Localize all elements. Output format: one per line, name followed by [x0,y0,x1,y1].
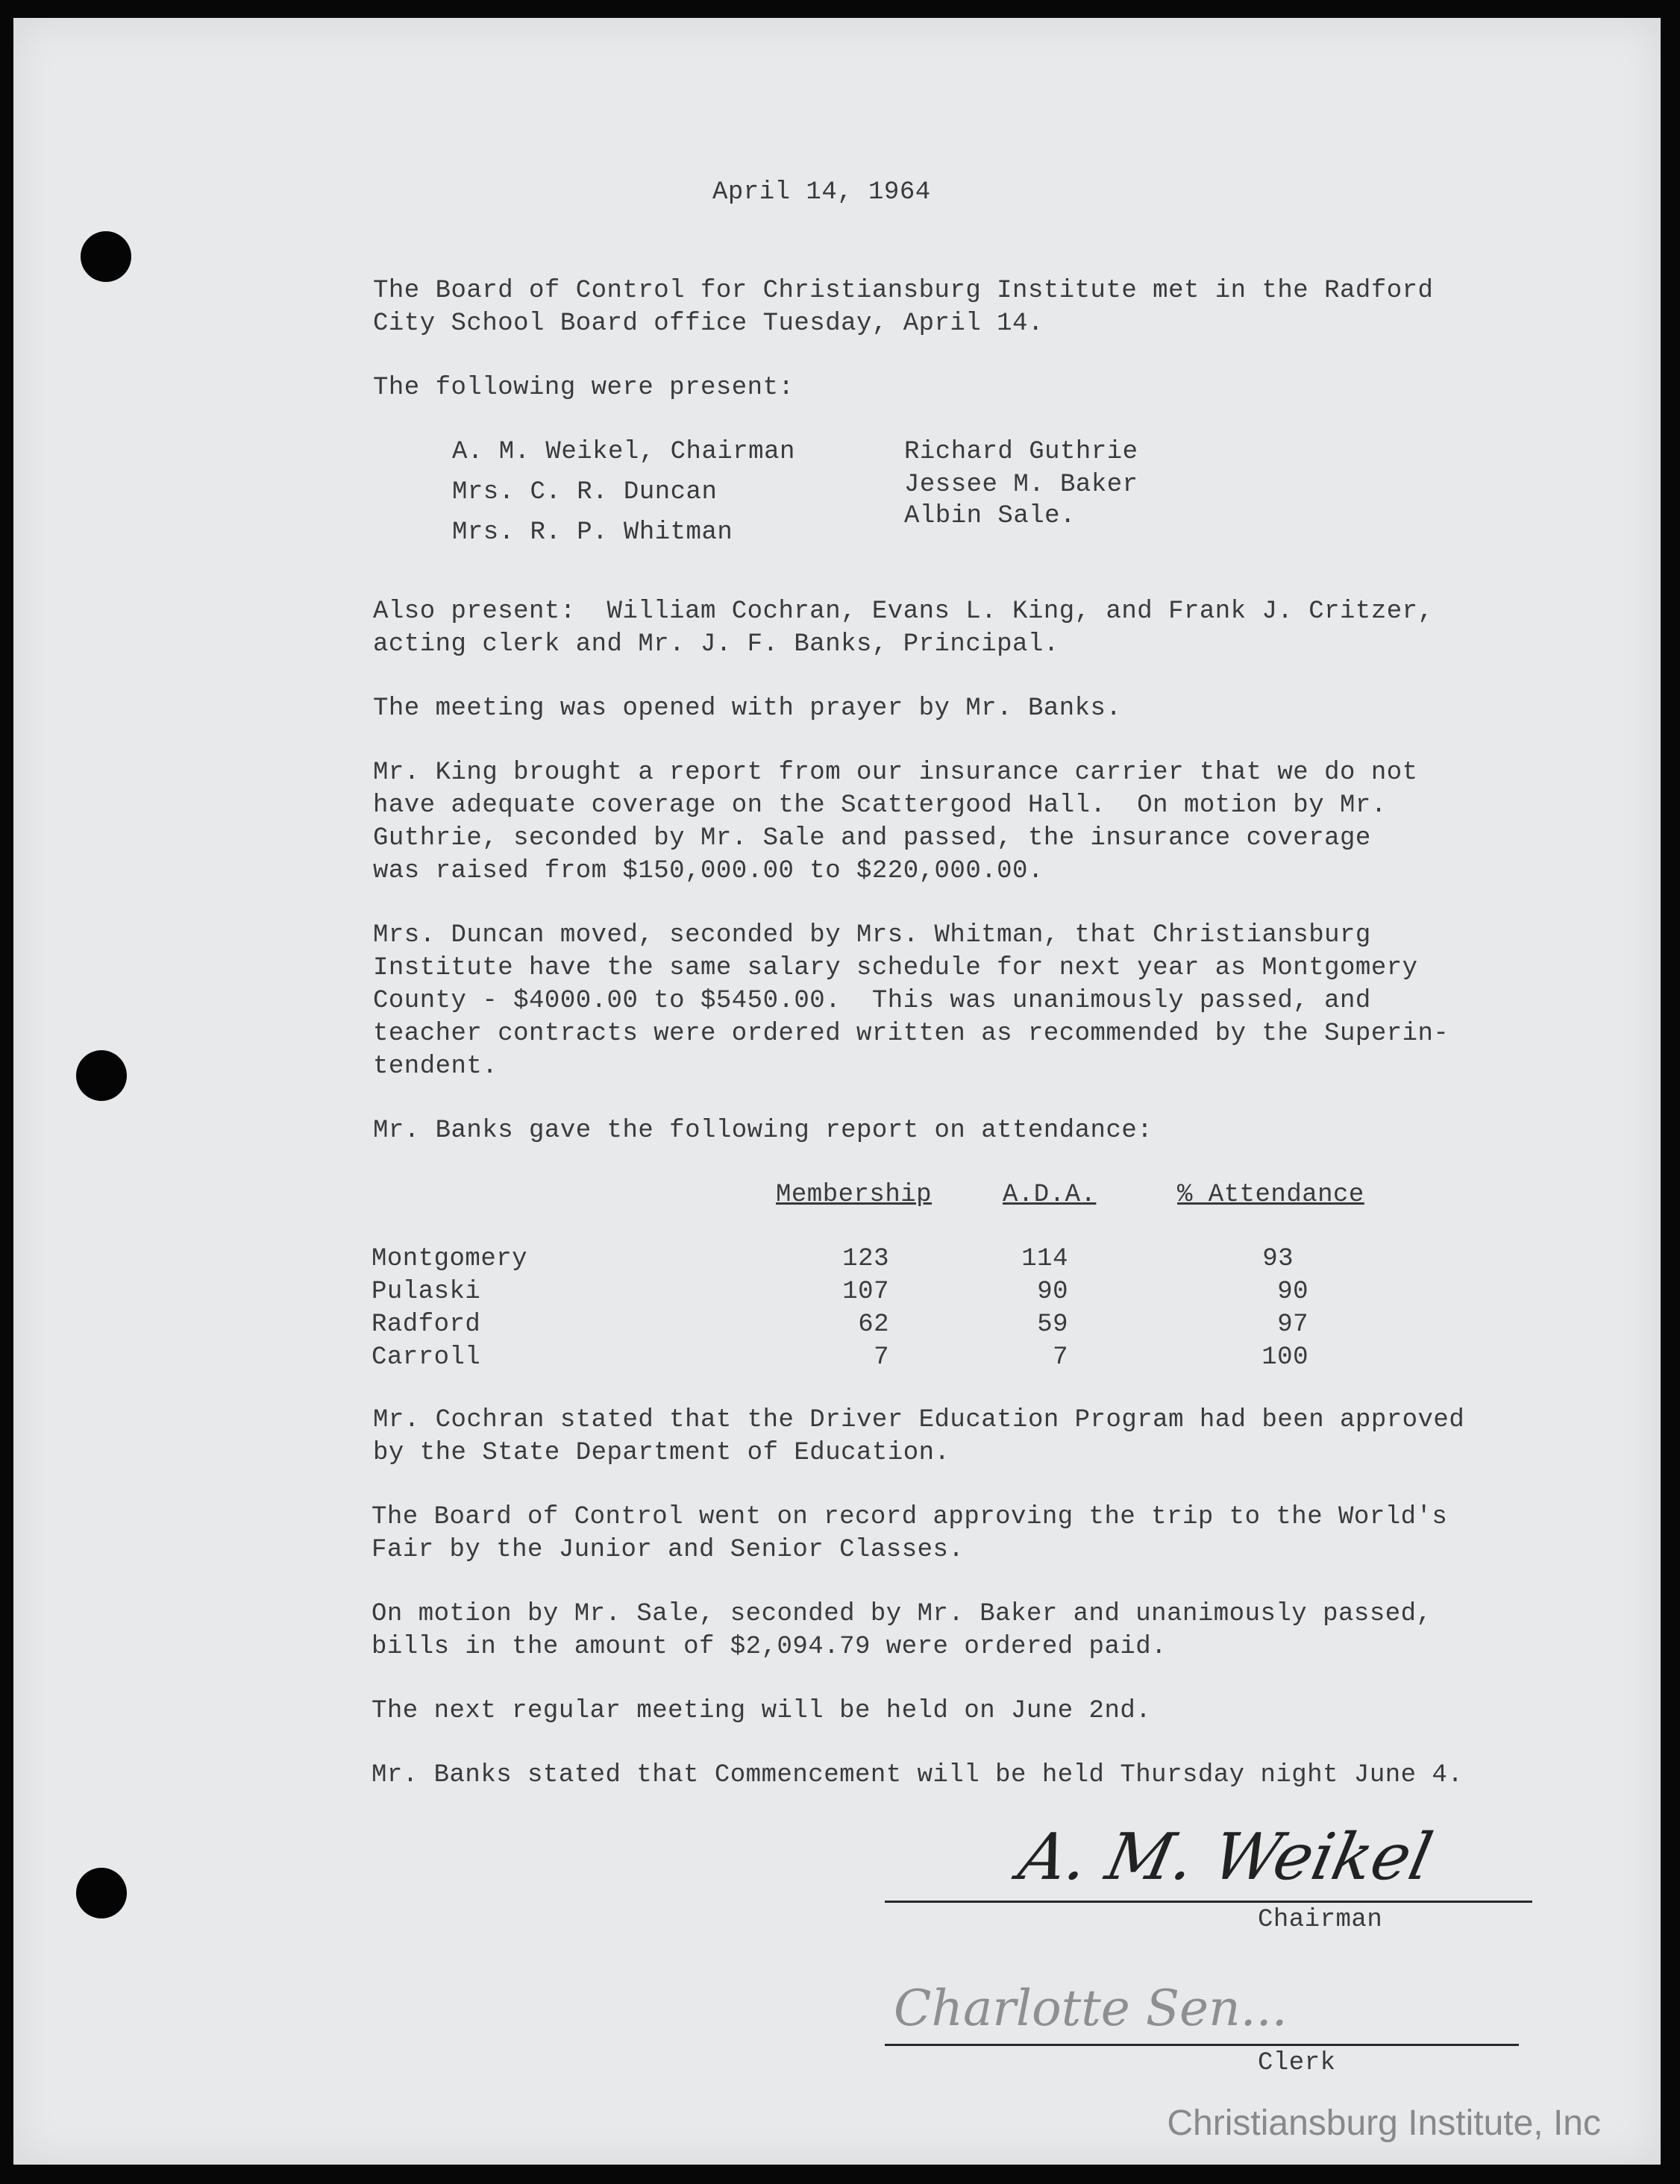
present-member: Albin Sale. [904,502,1076,530]
worlds-fair-line: The Board of Control went on record approving the trip to the World's [372,1503,1448,1531]
worlds-fair-line: Fair by the Junior and Senior Classes. [372,1536,965,1564]
insurance-line: Mr. King brought a report from our insurance carrier that we do not [373,759,1418,787]
table-cell-pct: 93 [1262,1245,1294,1273]
letter-date: April 14, 1964 [712,178,931,207]
driver-ed-line: Mr. Cochran stated that the Driver Education Program had been approved [373,1406,1465,1434]
salary-line: Mrs. Duncan moved, seconded by Mrs. Whitman, that Christiansburg [373,921,1371,950]
next-meeting-line: The next regular meeting will be held on June 2nd. [372,1697,1152,1725]
attendance-intro: Mr. Banks gave the following report on attendance: [373,1117,1153,1145]
table-cell-membership: 62 [858,1311,889,1339]
table-cell-membership: 107 [842,1278,889,1306]
table-row-county: Pulaski [372,1278,481,1306]
table-cell-membership: 123 [842,1245,889,1273]
present-member: Richard Guthrie [904,438,1138,466]
insurance-line: was raised from $150,000.00 to $220,000.00. [373,857,1044,885]
table-row-county: Radford [372,1311,481,1339]
insurance-line: Guthrie, seconded by Mr. Sale and passed, the insurance coverage [373,824,1371,853]
present-member: Jessee M. Baker [904,471,1138,499]
table-header-membership: Membership [776,1181,933,1209]
table-header-attendance: % Attendance [1177,1181,1364,1209]
also-present-line: Also present: William Cochran, Evans L. King, and Frank J. Critzer, [373,597,1434,626]
intro-line: The Board of Control for Christiansburg Institute met in the Radford [373,277,1434,305]
table-cell-ada: 114 [1021,1245,1068,1273]
watermark: Christiansburg Institute, Inc [1167,2103,1601,2143]
salary-line: County - $4000.00 to $5450.00. This was unanimously passed, and [373,987,1371,1015]
table-row-county: Carroll [372,1343,481,1372]
table-cell-ada: 7 [1053,1343,1068,1372]
present-member: Mrs. C. R. Duncan [452,478,718,506]
table-cell-ada: 90 [1037,1278,1068,1306]
bills-line: On motion by Mr. Sale, seconded by Mr. Baker and unanimously passed, [372,1600,1432,1628]
also-present-line: acting clerk and Mr. J. F. Banks, Principal. [373,630,1059,659]
chairman-signature: A. M. Weikel [1012,1820,1439,1895]
table-header-ada: A.D.A. [1003,1181,1097,1209]
punch-hole-bottom [76,1868,127,1918]
table-cell-pct: 100 [1261,1343,1308,1372]
driver-ed-line: by the State Department of Education. [373,1439,950,1467]
clerk-label: Clerk [1258,2049,1336,2077]
punch-hole-middle [76,1050,127,1101]
table-cell-pct: 90 [1277,1278,1308,1306]
punch-hole-top [81,231,131,282]
salary-line: Institute have the same salary schedule for next year as Montgomery [373,954,1418,982]
commencement-line: Mr. Banks stated that Commencement will be held Thursday night June 4. [372,1761,1464,1789]
table-row-county: Montgomery [372,1245,528,1273]
table-cell-ada: 59 [1037,1311,1068,1339]
bills-line: bills in the amount of $2,094.79 were ordered paid. [372,1633,1167,1661]
present-member: Mrs. R. P. Whitman [452,518,733,547]
salary-line: tendent. [373,1052,498,1081]
insurance-line: have adequate coverage on the Scattergood Hall. On motion by Mr. [373,791,1387,820]
table-cell-pct: 97 [1277,1311,1308,1339]
clerk-signature-line [885,2044,1519,2046]
table-cell-membership: 7 [874,1343,889,1372]
chairman-label: Chairman [1258,1906,1383,1934]
intro-line: City School Board office Tuesday, April 14. [373,310,1044,338]
present-heading: The following were present: [373,374,794,402]
clerk-signature: Charlotte Sen... [894,1980,1288,2037]
prayer-line: The meeting was opened with prayer by Mr. Banks. [373,694,1122,723]
chairman-signature-line [885,1901,1532,1903]
present-member: A. M. Weikel, Chairman [452,438,795,466]
salary-line: teacher contracts were ordered written as recommended by the Superin- [373,1020,1449,1048]
